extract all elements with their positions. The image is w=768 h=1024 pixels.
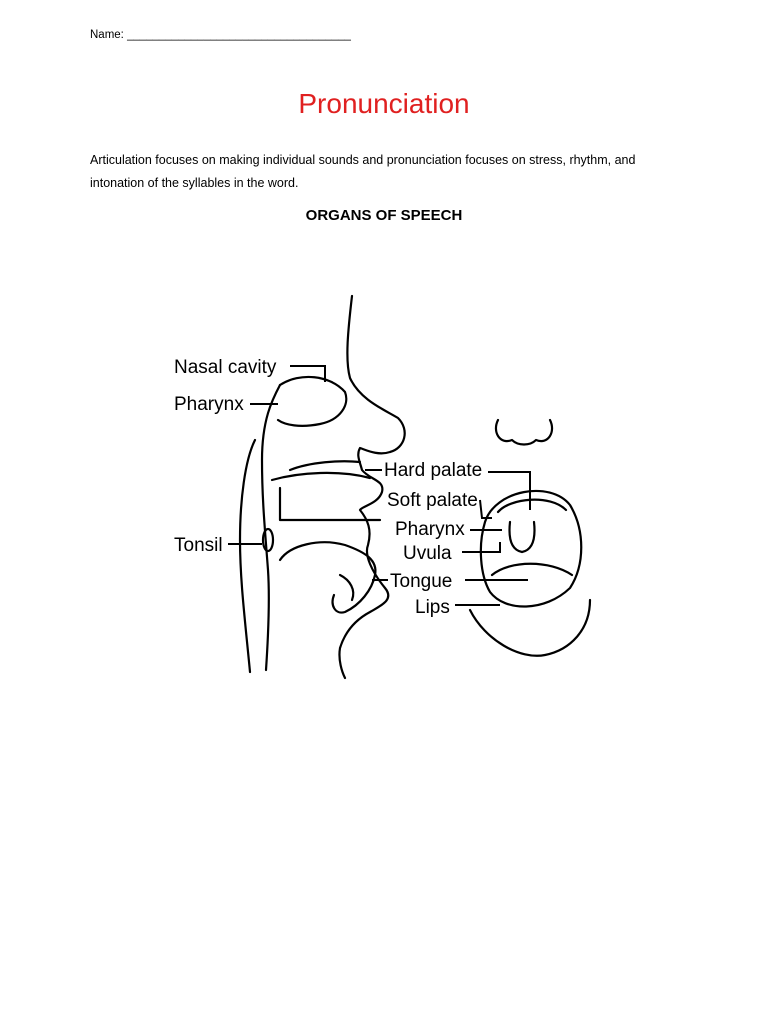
label-pharynx-right: Pharynx [395, 519, 465, 540]
label-uvula: Uvula [403, 543, 452, 564]
intro-paragraph: Articulation focuses on making individual sounds and pronunciation focuses on stress, rhythm, and intonation of the syllables in the word. [90, 153, 636, 190]
label-tongue: Tongue [390, 571, 453, 592]
jaw-detail [340, 575, 353, 600]
mouth-outer [481, 491, 581, 607]
label-soft-palate: Soft palate [387, 490, 478, 511]
head-profile-outline [339, 296, 404, 678]
pharynx-wall [262, 385, 280, 670]
label-lips: Lips [415, 597, 450, 618]
oral-cavity-outline [272, 473, 380, 520]
label-tonsil: Tonsil [174, 535, 223, 556]
organs-of-speech-diagram [160, 290, 610, 680]
throat-outline [240, 440, 255, 672]
label-pharynx-left: Pharynx [174, 394, 244, 415]
uvula-shape [510, 522, 535, 552]
label-hard-palate: Hard palate [384, 460, 483, 481]
hard-palate-outline [290, 461, 360, 470]
face-outline-front [470, 600, 590, 656]
page-title: Pronunciation [298, 88, 470, 119]
tongue-outline [280, 542, 375, 612]
tongue-front [492, 564, 572, 575]
nasal-cavity-outline [278, 377, 346, 426]
section-title: ORGANS OF SPEECH [305, 207, 463, 224]
nose-front [496, 420, 552, 445]
label-nasal-cavity: Nasal cavity [174, 357, 277, 378]
leader-nasal-cavity [290, 366, 325, 382]
upper-teeth [498, 500, 566, 512]
diagram-svg [160, 290, 610, 680]
leader-soft-palate [480, 500, 492, 518]
tonsil-shape [263, 529, 273, 551]
name-field-label: Name: ___________________________________ [90, 29, 351, 41]
